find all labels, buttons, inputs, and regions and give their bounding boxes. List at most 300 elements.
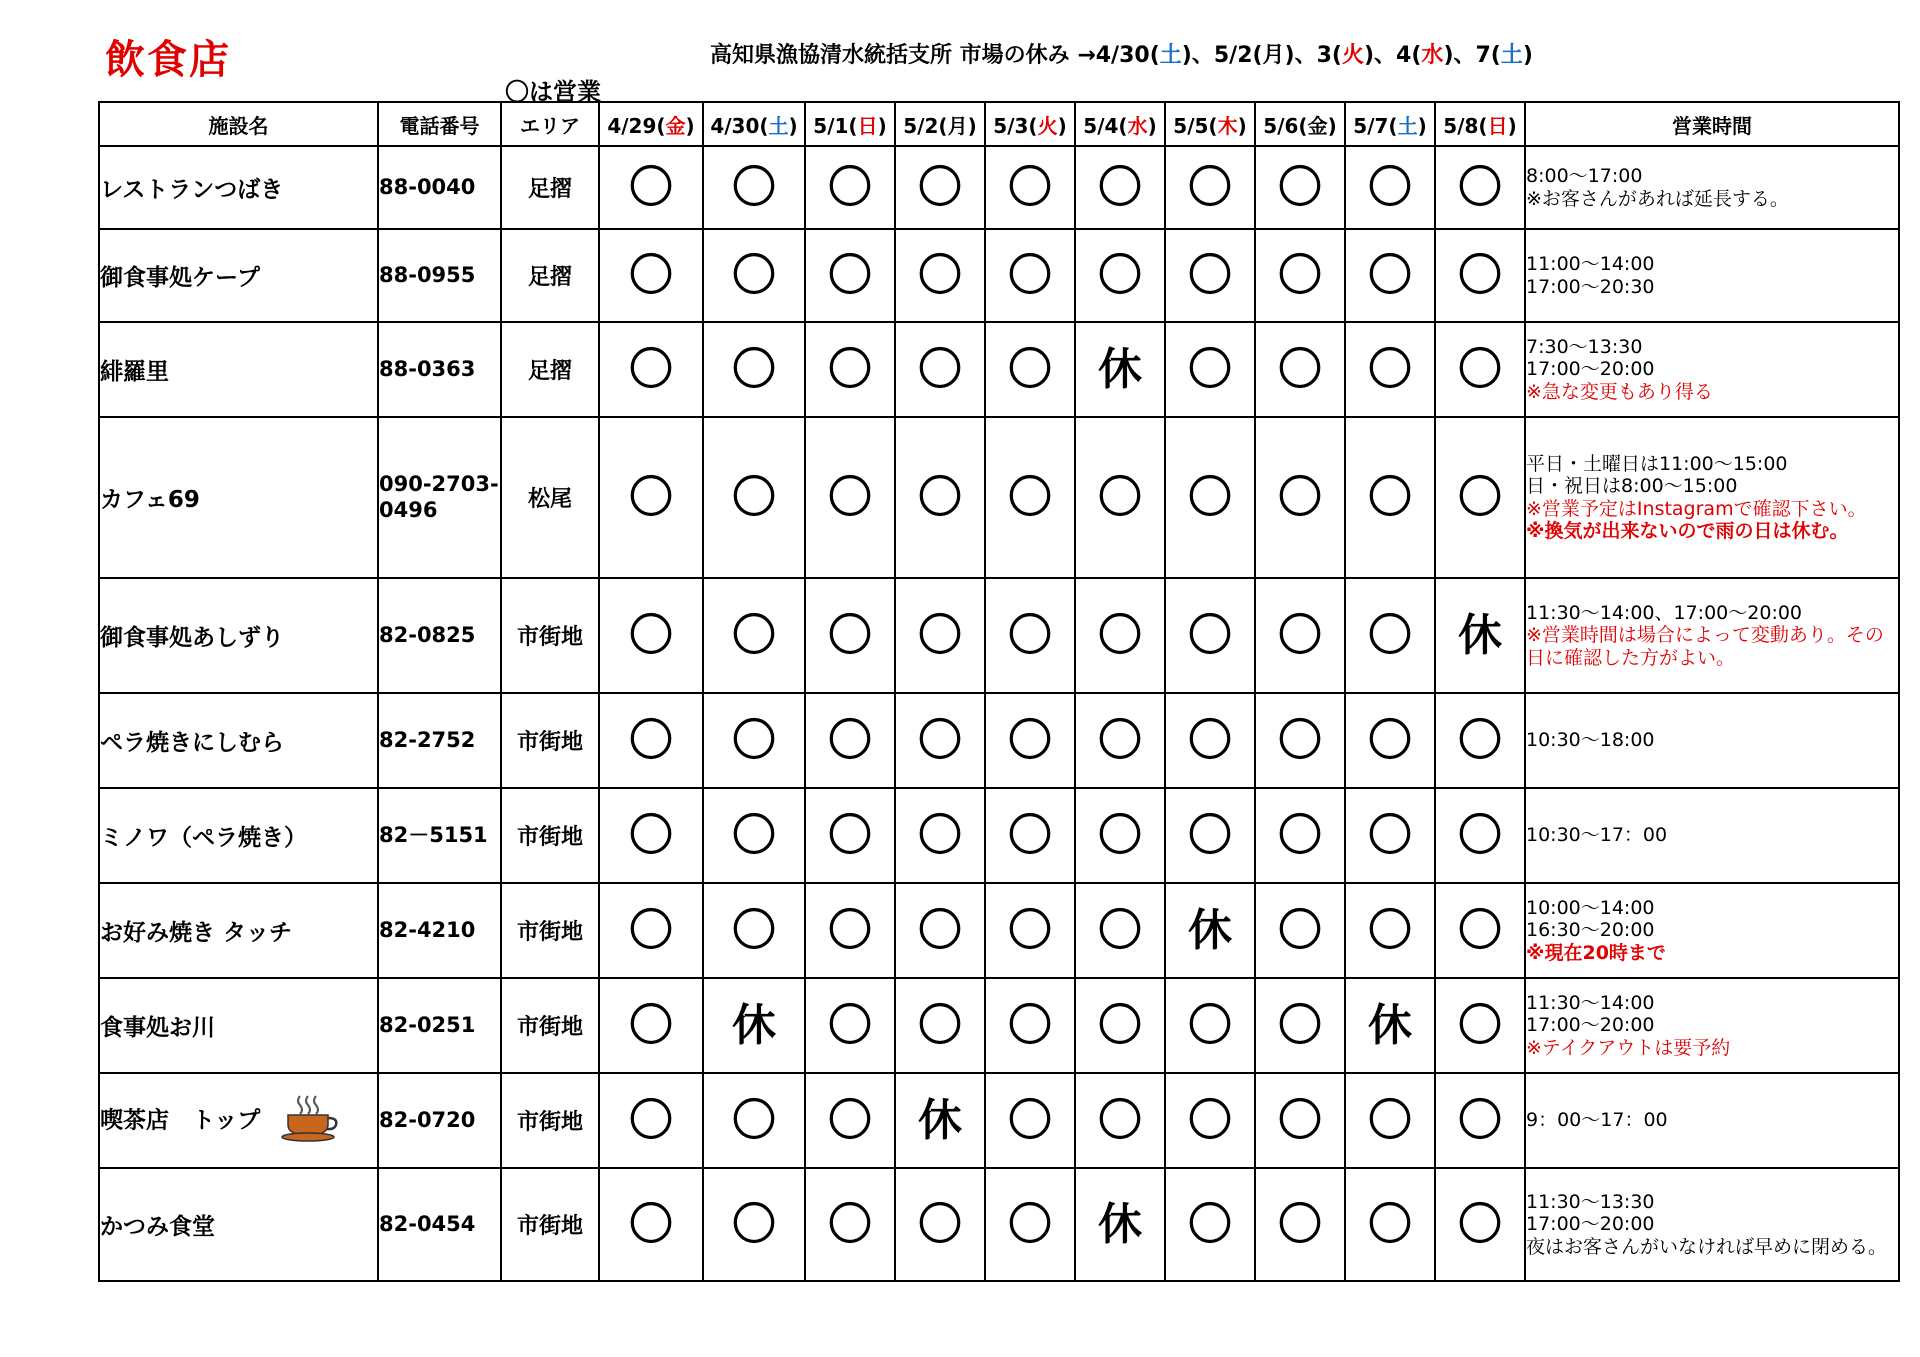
header-day: 5/1(日) (805, 102, 895, 146)
open-mark: 〇 (1278, 809, 1322, 861)
open-mark: 〇 (629, 999, 673, 1051)
open-mark: 〇 (1098, 471, 1142, 523)
day-status-cell (1075, 1168, 1165, 1281)
open-mark: 〇 (1008, 1094, 1052, 1146)
day-status-cell (895, 146, 985, 229)
facility-name (99, 578, 378, 693)
open-mark: 〇 (1458, 809, 1502, 861)
hours-line: ※換気が出来ないので雨の日は休む。 (1526, 519, 1849, 542)
hours-line: 10:30～17：00 (1526, 824, 1668, 847)
open-mark: 〇 (918, 809, 962, 861)
facility-name-text: かつみ食堂 (100, 1214, 215, 1240)
facility-name-text: お好み焼き タッチ (100, 920, 293, 946)
business-hours (1525, 978, 1899, 1073)
open-mark: 〇 (1458, 999, 1502, 1051)
day-status-cell (1435, 322, 1525, 417)
open-mark: 〇 (918, 609, 962, 661)
open-mark: 〇 (1188, 714, 1232, 766)
open-mark: 〇 (1458, 1094, 1502, 1146)
day-status-cell (1435, 788, 1525, 883)
hours-line: 17:00～20:00 (1526, 1014, 1655, 1037)
notice-text: )、5/2(月)、3( (1181, 43, 1342, 68)
day-status-cell (985, 788, 1075, 883)
business-hours (1525, 146, 1899, 229)
day-status-cell (1255, 693, 1345, 788)
facility-name (99, 1168, 378, 1281)
open-mark: 〇 (629, 471, 673, 523)
day-status-cell (985, 883, 1075, 978)
open-mark: 〇 (828, 343, 872, 395)
phone-number: 82-0454 (378, 1168, 501, 1281)
day-status-cell (985, 693, 1075, 788)
notice-text: )、7( (1443, 43, 1501, 68)
open-mark: 〇 (1458, 904, 1502, 956)
hours-line: ※お客さんがあれば延長する。 (1526, 187, 1789, 210)
open-mark: 〇 (732, 1094, 776, 1146)
day-status-cell (1345, 146, 1435, 229)
day-status-cell (1075, 1073, 1165, 1168)
day-status-cell (895, 788, 985, 883)
day-status-cell (1165, 693, 1255, 788)
day-status-cell (805, 693, 895, 788)
open-mark: 〇 (918, 1198, 962, 1250)
day-status-cell (1075, 788, 1165, 883)
phone-number: 82-2752 (378, 693, 501, 788)
day-status-cell (805, 883, 895, 978)
open-mark: 〇 (629, 809, 673, 861)
header-hours: 営業時間 (1525, 102, 1899, 146)
day-status-cell (1435, 883, 1525, 978)
facility-name-text: 御食事処あしずり (100, 625, 284, 651)
facility-name (99, 1073, 378, 1168)
header-name: 施設名 (99, 102, 378, 146)
business-hours (1525, 1073, 1899, 1168)
open-mark: 〇 (732, 471, 776, 523)
business-hours (1525, 693, 1899, 788)
hours-line: 17:00～20:00 (1526, 1213, 1655, 1236)
open-mark: 〇 (1098, 161, 1142, 213)
hours-line: 夜はお客さんがいなければ早めに閉める。 (1526, 1235, 1888, 1258)
hours-line: ※営業予定はInstagramで確認下さい。 (1526, 497, 1867, 520)
hours-line: 10:30～18:00 (1526, 729, 1655, 752)
facility-name-text: ミノワ（ペラ焼き） (100, 825, 307, 851)
open-mark: 〇 (1278, 609, 1322, 661)
day-status-cell (1435, 1073, 1525, 1168)
open-mark: 〇 (828, 471, 872, 523)
open-mark: 〇 (828, 809, 872, 861)
open-mark: 〇 (732, 161, 776, 213)
open-mark: 〇 (1278, 249, 1322, 301)
day-status-cell (1345, 417, 1435, 578)
area: 足摺 (501, 229, 599, 322)
open-mark: 〇 (1458, 249, 1502, 301)
header-day: 5/5(木) (1165, 102, 1255, 146)
open-mark: 〇 (1188, 1094, 1232, 1146)
open-mark: 〇 (629, 343, 673, 395)
day-status-cell (1435, 229, 1525, 322)
open-mark: 〇 (1188, 609, 1232, 661)
open-mark: 〇 (1188, 471, 1232, 523)
open-mark: 〇 (1368, 714, 1412, 766)
open-mark: 〇 (1098, 809, 1142, 861)
table-row (99, 883, 1899, 978)
open-mark: 〇 (1098, 999, 1142, 1051)
area: 市街地 (501, 1073, 599, 1168)
hours-line: 16:30～20:00 (1526, 919, 1655, 942)
table-row (99, 1168, 1899, 1281)
day-status-cell (1345, 693, 1435, 788)
open-mark: 〇 (1278, 471, 1322, 523)
table-row (99, 1073, 1899, 1168)
area: 足摺 (501, 322, 599, 417)
day-status-cell (1345, 978, 1435, 1073)
day-status-cell (805, 146, 895, 229)
hours-line: 11:00～14:00 (1526, 253, 1655, 276)
notice-dow-sat: 土 (1500, 43, 1523, 68)
market-holiday-notice (710, 38, 1533, 69)
day-status-cell (1075, 693, 1165, 788)
facility-name (99, 146, 378, 229)
business-hours (1525, 578, 1899, 693)
day-status-cell (1165, 1073, 1255, 1168)
day-status-cell (703, 417, 805, 578)
open-mark: 〇 (1188, 343, 1232, 395)
open-mark: 〇 (1368, 609, 1412, 661)
day-status-cell (1435, 146, 1525, 229)
header-day: 5/6(金) (1255, 102, 1345, 146)
day-status-cell (1165, 322, 1255, 417)
business-hours (1525, 417, 1899, 578)
day-status-cell (895, 578, 985, 693)
day-status-cell (599, 578, 703, 693)
facility-name (99, 693, 378, 788)
day-status-cell (805, 578, 895, 693)
open-mark: 〇 (1458, 714, 1502, 766)
header-day: 5/2(月) (895, 102, 985, 146)
area: 市街地 (501, 1168, 599, 1281)
notice-dow-sat: 土 (1159, 43, 1182, 68)
phone-number: 82-4210 (378, 883, 501, 978)
open-mark: 〇 (828, 904, 872, 956)
area: 松尾 (501, 417, 599, 578)
table-row (99, 578, 1899, 693)
day-status-cell (599, 1168, 703, 1281)
open-mark: 〇 (828, 609, 872, 661)
day-status-cell (1075, 322, 1165, 417)
business-hours (1525, 1168, 1899, 1281)
day-status-cell (703, 322, 805, 417)
phone-number: 88-0040 (378, 146, 501, 229)
day-status-cell (1345, 883, 1435, 978)
open-mark: 〇 (1278, 714, 1322, 766)
phone-number: 88-0363 (378, 322, 501, 417)
facility-name-text: 食事処お川 (100, 1015, 215, 1041)
open-mark: 〇 (1008, 904, 1052, 956)
day-status-cell (1165, 578, 1255, 693)
day-status-cell (985, 978, 1075, 1073)
hours-line: 11:30～14:00 (1526, 991, 1655, 1014)
day-status-cell (599, 1073, 703, 1168)
day-status-cell (1165, 229, 1255, 322)
header-day: 5/3(火) (985, 102, 1075, 146)
phone-number: 82-0825 (378, 578, 501, 693)
legend: 〇は営業 (505, 78, 601, 106)
day-status-cell (1075, 978, 1165, 1073)
open-mark: 〇 (1098, 904, 1142, 956)
hours-line: ※現在20時まで (1526, 941, 1666, 964)
open-mark: 〇 (828, 999, 872, 1051)
day-status-cell (1345, 1073, 1435, 1168)
day-status-cell (805, 1168, 895, 1281)
open-mark: 〇 (1278, 904, 1322, 956)
hours-line: 10:00～14:00 (1526, 896, 1655, 919)
open-mark: 〇 (1278, 343, 1322, 395)
notice-dow-wed: 水 (1421, 43, 1444, 68)
day-status-cell (1255, 883, 1345, 978)
table-row (99, 788, 1899, 883)
day-status-cell (1255, 1168, 1345, 1281)
open-mark: 〇 (1188, 161, 1232, 213)
day-status-cell (1165, 417, 1255, 578)
open-mark: 〇 (1278, 999, 1322, 1051)
open-mark: 〇 (1008, 714, 1052, 766)
open-mark: 〇 (1368, 809, 1412, 861)
open-mark: 〇 (1278, 1198, 1322, 1250)
closed-mark: 休 (1188, 904, 1232, 956)
area: 市街地 (501, 788, 599, 883)
open-mark: 〇 (918, 249, 962, 301)
day-status-cell (703, 693, 805, 788)
open-mark: 〇 (918, 904, 962, 956)
day-status-cell (1255, 417, 1345, 578)
business-hours (1525, 229, 1899, 322)
day-status-cell (1255, 229, 1345, 322)
area: 市街地 (501, 578, 599, 693)
day-status-cell (1255, 146, 1345, 229)
open-mark: 〇 (732, 1198, 776, 1250)
open-mark: 〇 (732, 809, 776, 861)
day-status-cell (1345, 578, 1435, 693)
day-status-cell (1345, 229, 1435, 322)
table-row (99, 322, 1899, 417)
area: 足摺 (501, 146, 599, 229)
page-title: 飲食店 (105, 37, 231, 83)
open-mark: 〇 (1458, 1198, 1502, 1250)
day-status-cell (1435, 693, 1525, 788)
open-mark: 〇 (918, 161, 962, 213)
open-mark: 〇 (1368, 904, 1412, 956)
open-mark: 〇 (1188, 1198, 1232, 1250)
day-status-cell (895, 883, 985, 978)
open-mark: 〇 (1008, 1198, 1052, 1250)
day-status-cell (703, 978, 805, 1073)
day-status-cell (985, 1168, 1075, 1281)
open-mark: 〇 (1008, 609, 1052, 661)
hours-line: 7:30～13:30 (1526, 335, 1643, 358)
open-mark: 〇 (1368, 343, 1412, 395)
table-row (99, 417, 1899, 578)
facility-name-text: 喫茶店 トップ (100, 1107, 261, 1133)
day-status-cell (703, 578, 805, 693)
day-status-cell (599, 417, 703, 578)
hours-line: 17:00～20:30 (1526, 275, 1655, 298)
closed-mark: 休 (732, 999, 776, 1051)
day-status-cell (1165, 146, 1255, 229)
day-status-cell (985, 229, 1075, 322)
open-mark: 〇 (732, 904, 776, 956)
phone-number: 090-2703-0496 (378, 417, 501, 578)
day-status-cell (985, 322, 1075, 417)
day-status-cell (599, 322, 703, 417)
header-tel: 電話番号 (378, 102, 501, 146)
closed-mark: 休 (1098, 1198, 1142, 1250)
facility-name-text: ペラ焼きにしむら (100, 730, 284, 756)
facility-name (99, 883, 378, 978)
open-mark: 〇 (629, 904, 673, 956)
hours-line: 日・祝日は8:00～15:00 (1526, 475, 1738, 498)
day-status-cell (895, 978, 985, 1073)
day-status-cell (1075, 883, 1165, 978)
day-status-cell (895, 417, 985, 578)
open-mark: 〇 (732, 249, 776, 301)
hours-line: 17:00～20:00 (1526, 358, 1655, 381)
open-mark: 〇 (1098, 1094, 1142, 1146)
day-status-cell (1075, 146, 1165, 229)
day-status-cell (985, 1073, 1075, 1168)
phone-number: 82－5151 (378, 788, 501, 883)
open-mark: 〇 (1008, 161, 1052, 213)
day-status-cell (1075, 578, 1165, 693)
facility-name (99, 978, 378, 1073)
day-status-cell (895, 693, 985, 788)
day-status-cell (895, 1073, 985, 1168)
facility-name (99, 229, 378, 322)
header-day: 4/30(土) (703, 102, 805, 146)
open-mark: 〇 (732, 609, 776, 661)
open-mark: 〇 (1368, 1094, 1412, 1146)
business-hours (1525, 883, 1899, 978)
day-status-cell (599, 978, 703, 1073)
day-status-cell (805, 788, 895, 883)
open-mark: 〇 (918, 999, 962, 1051)
facility-name (99, 788, 378, 883)
phone-number: 82-0720 (378, 1073, 501, 1168)
open-mark: 〇 (629, 161, 673, 213)
open-mark: 〇 (1098, 609, 1142, 661)
closed-mark: 休 (918, 1094, 962, 1146)
open-mark: 〇 (1368, 1198, 1412, 1250)
day-status-cell (805, 1073, 895, 1168)
open-mark: 〇 (1368, 471, 1412, 523)
day-status-cell (1255, 1073, 1345, 1168)
day-status-cell (805, 417, 895, 578)
notice-text: ) (1522, 43, 1533, 68)
header-row (99, 102, 1899, 146)
day-status-cell (703, 1168, 805, 1281)
open-mark: 〇 (1458, 343, 1502, 395)
open-mark: 〇 (1458, 161, 1502, 213)
facility-name-text: レストランつばき (100, 177, 284, 203)
day-status-cell (1165, 788, 1255, 883)
day-status-cell (1255, 978, 1345, 1073)
day-status-cell (1255, 578, 1345, 693)
facility-name-text: カフェ69 (100, 487, 200, 513)
closed-mark: 休 (1368, 999, 1412, 1051)
day-status-cell (1255, 322, 1345, 417)
open-mark: 〇 (629, 609, 673, 661)
day-status-cell (703, 1073, 805, 1168)
header-area: エリア (501, 102, 599, 146)
day-status-cell (1165, 978, 1255, 1073)
schedule-table (98, 101, 1900, 1282)
header-day: 5/4(水) (1075, 102, 1165, 146)
hours-line: 11:30～14:00、17:00～20:00 (1526, 601, 1803, 624)
day-status-cell (703, 788, 805, 883)
table-row (99, 978, 1899, 1073)
open-mark: 〇 (918, 714, 962, 766)
open-mark: 〇 (1008, 249, 1052, 301)
day-status-cell (895, 1168, 985, 1281)
area: 市街地 (501, 693, 599, 788)
day-status-cell (805, 322, 895, 417)
table-row (99, 146, 1899, 229)
table-row (99, 693, 1899, 788)
day-status-cell (985, 578, 1075, 693)
open-mark: 〇 (828, 1198, 872, 1250)
open-mark: 〇 (629, 1198, 673, 1250)
open-mark: 〇 (629, 249, 673, 301)
notice-text: 高知県漁協清水統括支所 市場の休み →4/30( (710, 43, 1160, 68)
open-mark: 〇 (1188, 999, 1232, 1051)
day-status-cell (1165, 1168, 1255, 1281)
hours-line: 8:00～17:00 (1526, 165, 1643, 188)
day-status-cell (703, 229, 805, 322)
notice-text: )、4( (1364, 43, 1422, 68)
open-mark: 〇 (629, 714, 673, 766)
header-day: 5/8(日) (1435, 102, 1525, 146)
open-mark: 〇 (732, 714, 776, 766)
open-mark: 〇 (732, 343, 776, 395)
open-mark: 〇 (1008, 999, 1052, 1051)
day-status-cell (1255, 788, 1345, 883)
open-mark: 〇 (1278, 1094, 1322, 1146)
open-mark: 〇 (1008, 343, 1052, 395)
day-status-cell (1435, 578, 1525, 693)
facility-name (99, 417, 378, 578)
open-mark: 〇 (918, 343, 962, 395)
open-mark: 〇 (828, 714, 872, 766)
table-row (99, 229, 1899, 322)
open-mark: 〇 (1008, 471, 1052, 523)
day-status-cell (1435, 1168, 1525, 1281)
open-mark: 〇 (828, 249, 872, 301)
open-mark: 〇 (918, 471, 962, 523)
open-mark: 〇 (1188, 249, 1232, 301)
open-mark: 〇 (1278, 161, 1322, 213)
open-mark: 〇 (1098, 249, 1142, 301)
hours-line: 9：00～17：00 (1526, 1109, 1668, 1132)
open-mark: 〇 (1458, 471, 1502, 523)
facility-name-text: 緋羅里 (100, 359, 169, 385)
hours-line: 11:30～13:30 (1526, 1190, 1655, 1213)
day-status-cell (895, 322, 985, 417)
notice-dow-tue: 火 (1341, 43, 1364, 68)
open-mark: 〇 (828, 1094, 872, 1146)
day-status-cell (985, 146, 1075, 229)
day-status-cell (703, 883, 805, 978)
open-mark: 〇 (828, 161, 872, 213)
closed-mark: 休 (1098, 343, 1142, 395)
